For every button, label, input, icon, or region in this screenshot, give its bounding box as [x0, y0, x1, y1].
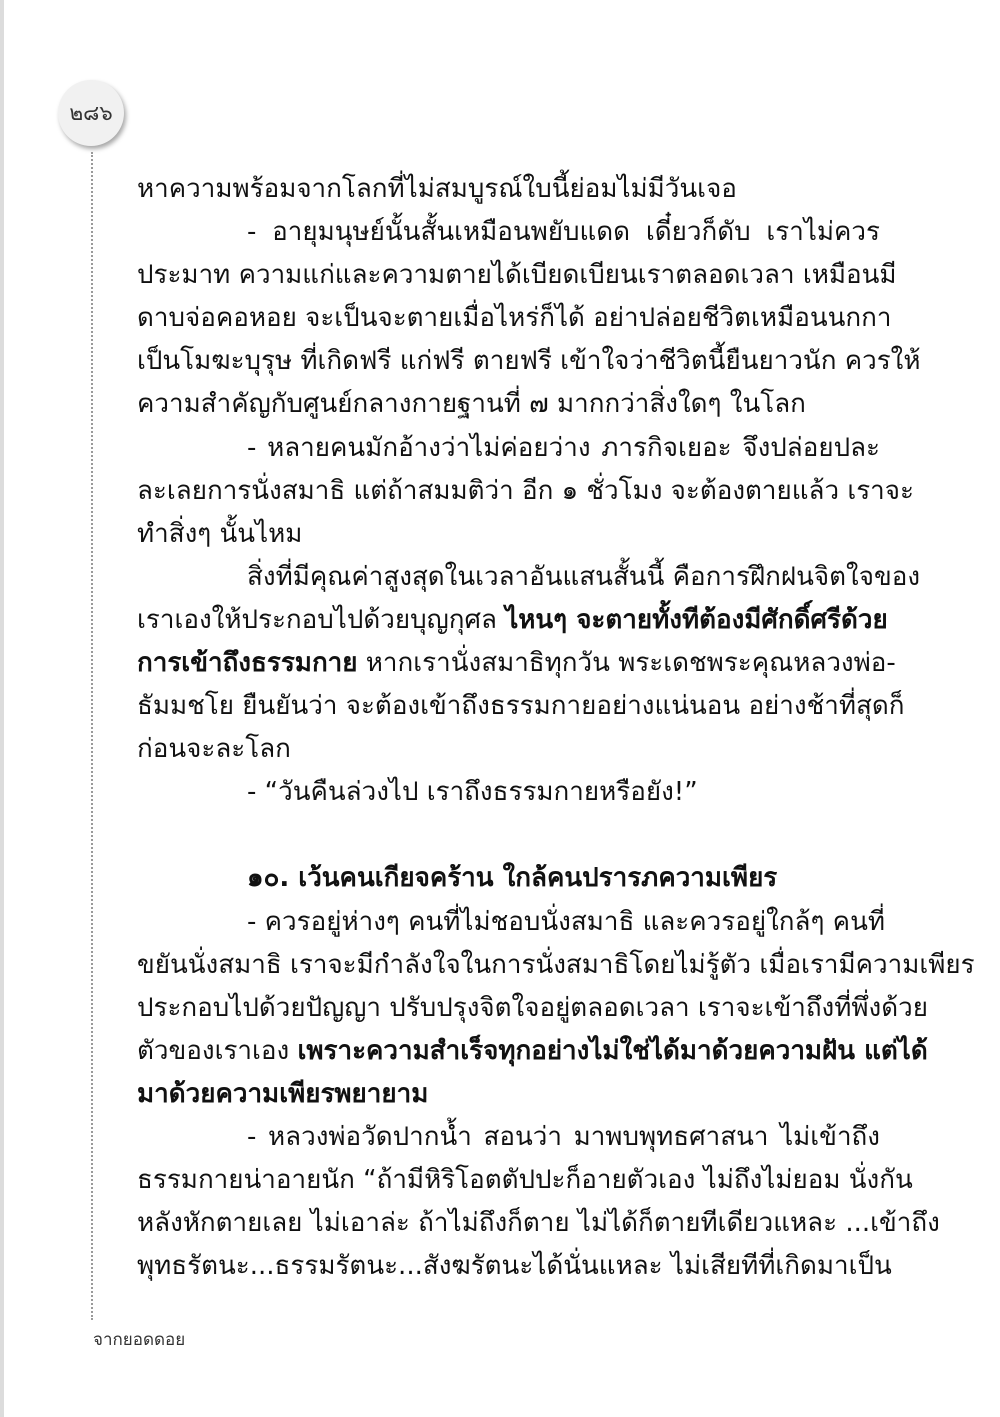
- text-line: หลังหักตายเลย ไม่เอาล่ะ ถ้าไม่ถึงก็ตาย ไม่ได้ก็ตายทีเดียวแหละ ...เข้าถึง: [137, 1208, 940, 1239]
- text-line: [137, 642, 896, 685]
- emphasis-text: ไหนๆ จะตายทั้งทีต้องมีศักดิ์ศรีด้วย: [505, 604, 888, 635]
- text-line: - หลวงพ่อวัดปากน้ำ สอนว่า มาพบพุทธศาสนา ไม่เข้าถึง: [247, 1121, 880, 1152]
- emphasis-text: การเข้าถึงธรรมกาย: [137, 648, 358, 679]
- footer-book-title: จากยอดดอย: [93, 1330, 186, 1350]
- text-line: พุทธรัตนะ...ธรรมรัตนะ...สังฆรัตนะได้นั่นแหละ ไม่เสียทีที่เกิดมาเป็น: [137, 1251, 892, 1282]
- text-run: เราเองให้ประกอบไปด้วยบุญกุศล: [137, 604, 506, 635]
- text-line: เป็นโมฆะบุรุษ ที่เกิดฟรี แก่ฟรี ตายฟรี เข้าใจว่าชีวิตนี้ยืนยาวนัก ควรให้: [137, 346, 921, 377]
- text-line: ความสำคัญกับศูนย์กลางกายฐานที่ ๗ มากกว่าสิ่งใดๆ ในโลก: [137, 389, 806, 420]
- text-line: ดาบจ่อคอหอย จะเป็นจะตายเมื่อไหร่ก็ได้ อย่าปล่อยชีวิตเหมือนนกกา: [137, 303, 892, 334]
- text-line: [137, 1073, 880, 1116]
- page-edge: [0, 0, 4, 1417]
- text-line: ธัมมชโย ยืนยันว่า จะต้องเข้าถึงธรรมกายอย่างแน่นอน อย่างช้าที่สุดก็: [137, 691, 905, 722]
- section-heading: ๑๐. เว้นคนเกียจคร้าน ใกล้คนปรารภความเพียร: [247, 863, 778, 894]
- text-line: - ควรอยู่ห่างๆ คนที่ไม่ชอบนั่งสมาธิ และควรอยู่ใกล้ๆ คนที่: [247, 906, 885, 937]
- dotted-margin-line: [91, 152, 93, 1320]
- body-text: [137, 168, 975, 1288]
- text-line: ธรรมกายน่าอายนัก “ถ้ามีหิริโอตตัปปะก็อายตัวเอง ไม่ถึงไม่ยอม นั่งกัน: [137, 1165, 913, 1196]
- text-line: [137, 599, 888, 642]
- emphasis-text: มาด้วยความเพียรพยายาม: [137, 1078, 429, 1109]
- text-line: - หลายคนมักอ้างว่าไม่ค่อยว่าง ภารกิจเยอะ จึงปล่อยปละ: [247, 432, 880, 463]
- text-line: ก่อนจะละโลก: [137, 734, 291, 765]
- emphasis-text: เพราะความสำเร็จทุกอย่างไม่ใช่ได้มาด้วยความฝัน แต่ได้: [297, 1035, 928, 1066]
- text-line: - อายุมนุษย์นั้นสั้นเหมือนพยับแดด เดี๋ยวก็ดับ เราไม่ควร: [247, 217, 880, 248]
- text-line: สิ่งที่มีคุณค่าสูงสุดในเวลาอันแสนสั้นนี้ คือการฝึกฝนจิตใจของ: [247, 561, 921, 592]
- text-line: ขยันนั่งสมาธิ เราจะมีกำลังใจในการนั่งสมาธิโดยไม่รู้ตัว เมื่อเรามีความเพียร: [137, 949, 975, 980]
- text-line: หาความพร้อมจากโลกที่ไม่สมบูรณ์ใบนี้ย่อมไม่มีวันเจอ: [137, 174, 737, 204]
- text-run: ตัวของเราเอง: [137, 1035, 298, 1066]
- text-line: [137, 1030, 928, 1073]
- text-line: ประมาท ความแก่และความตายได้เบียดเบียนเราตลอดเวลา เหมือนมี: [137, 260, 897, 291]
- page-number: ๒๘๖: [69, 100, 113, 125]
- text-line: ทำสิ่งๆ นั้นไหม: [137, 518, 303, 549]
- text-run: หากเรานั่งสมาธิทุกวัน พระเดชพระคุณหลวงพ่อ-: [357, 648, 896, 679]
- spacer: [137, 814, 880, 857]
- text-line: ละเลยการนั่งสมาธิ แต่ถ้าสมมติว่า อีก ๑ ชั่วโมง จะต้องตายแล้ว เราจะ: [137, 475, 914, 506]
- text-line: ประกอบไปด้วยปัญญา ปรับปรุงจิตใจอยู่ตลอดเวลา เราจะเข้าถึงที่พึ่งด้วย: [137, 992, 928, 1023]
- text-line: - “วันคืนล่วงไป เราถึงธรรมกายหรือยัง!”: [247, 777, 698, 808]
